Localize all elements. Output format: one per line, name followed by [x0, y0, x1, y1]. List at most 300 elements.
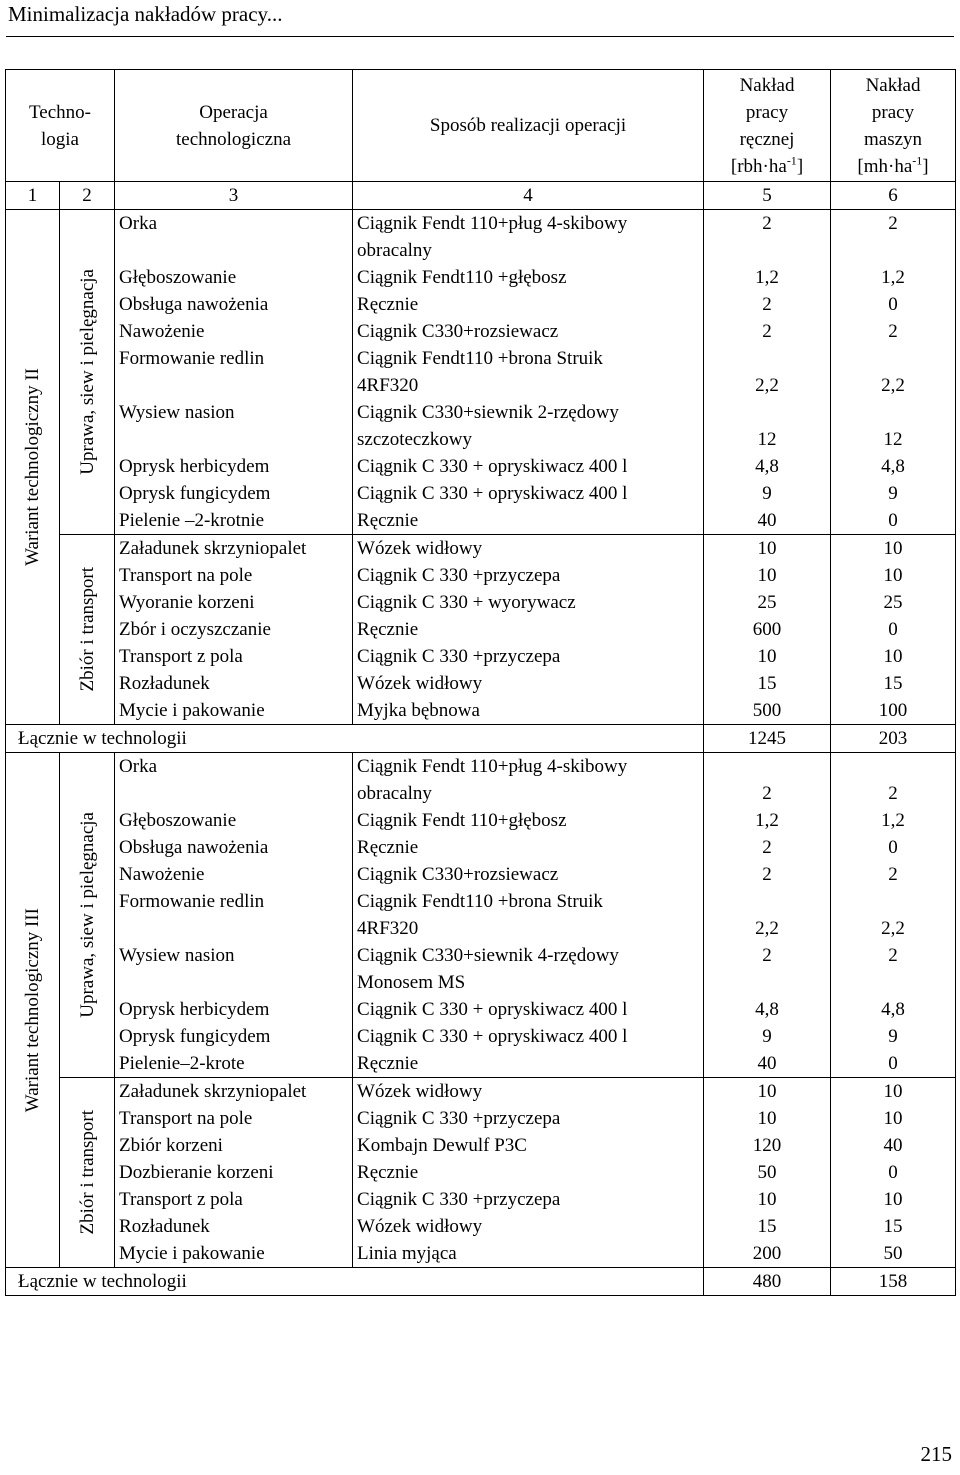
table-row	[6, 1132, 956, 1159]
machine-labor-cell	[831, 399, 956, 453]
total-label: Łącznie w technologii	[6, 1268, 704, 1296]
operation-cell	[115, 1159, 353, 1186]
machine-labor-cell	[831, 942, 956, 996]
table-row	[6, 480, 956, 507]
operation-cell-line: Mycie i pakowanie	[119, 700, 265, 721]
labor-table	[5, 69, 956, 1296]
header-rule	[6, 36, 954, 37]
table-row	[6, 888, 956, 942]
machine-labor-cell	[831, 480, 956, 507]
machine-labor-cell-line	[835, 969, 951, 996]
stage-label-cell	[60, 753, 115, 1078]
column-number: 4	[353, 182, 704, 210]
method-cell	[353, 345, 704, 399]
method-cell-line: Linia myjąca	[357, 1243, 457, 1264]
table-row	[6, 535, 956, 563]
manual-labor-cell-line: 15	[757, 673, 777, 694]
method-cell-line: Ręcznie	[357, 294, 419, 315]
manual-labor-cell-line: 9	[762, 483, 772, 504]
unit-bracket: ]	[796, 155, 804, 177]
operation-cell-line: Formowanie redlin	[119, 348, 265, 369]
method-cell-line: Wózek widłowy	[357, 538, 483, 559]
operation-cell-line: Nawożenie	[119, 864, 205, 885]
machine-labor-cell-line: 100	[878, 700, 908, 721]
machine-labor-cell-line: 50	[883, 1243, 903, 1264]
manual-labor-cell	[704, 264, 831, 291]
table-row	[6, 1213, 956, 1240]
manual-labor-cell-line: 2	[762, 321, 772, 342]
operation-cell	[115, 616, 353, 643]
total-manual: 1245	[704, 725, 831, 753]
operation-cell-line: Oprysk herbicydem	[119, 999, 270, 1020]
operation-cell	[115, 861, 353, 888]
method-cell	[353, 535, 704, 563]
table-row	[6, 942, 956, 996]
total-manual: 480	[704, 1268, 831, 1296]
column-number: 6	[831, 182, 956, 210]
total-row	[6, 725, 956, 753]
header-row	[6, 70, 956, 182]
machine-labor-cell-line: 2	[888, 864, 898, 885]
method-cell-line: Ręcznie	[357, 1053, 419, 1074]
machine-labor-cell	[831, 1105, 956, 1132]
manual-labor-cell-line: 120	[752, 1135, 782, 1156]
machine-labor-cell-line: 10	[883, 646, 903, 667]
manual-labor-cell	[704, 1213, 831, 1240]
running-head: Minimalizacja nakładów pracy...	[8, 2, 283, 26]
method-cell	[353, 210, 704, 265]
manual-labor-cell	[704, 318, 831, 345]
machine-labor-cell-line: 0	[888, 1053, 898, 1074]
manual-labor-cell	[704, 643, 831, 670]
operation-cell	[115, 480, 353, 507]
machine-labor-cell-line: 0	[888, 1162, 898, 1183]
machine-labor-cell-line: 9	[888, 483, 898, 504]
operation-cell-line: Pielenie –2-krotnie	[119, 510, 265, 531]
method-cell	[353, 834, 704, 861]
method-cell	[353, 1105, 704, 1132]
operation-cell-line: Transport z pola	[119, 1189, 243, 1210]
machine-labor-cell-line: 0	[888, 619, 898, 640]
manual-labor-cell-line: 2	[762, 945, 772, 966]
table-row	[6, 399, 956, 453]
machine-labor-cell	[831, 697, 956, 725]
machine-labor-cell-line	[835, 399, 951, 426]
manual-labor-cell-line: 2,2	[755, 375, 779, 396]
manual-labor-cell-line: 25	[757, 592, 777, 613]
operation-cell	[115, 807, 353, 834]
header-technology-line: Techno-	[29, 101, 91, 123]
machine-labor-cell	[831, 1213, 956, 1240]
method-cell-line: Ciągnik C330+siewnik 4-rzędowy	[357, 945, 619, 966]
operation-cell-line: Mycie i pakowanie	[119, 1243, 265, 1264]
method-cell-line: Ciągnik C 330 + opryskiwacz 400 l	[357, 999, 628, 1020]
operation-cell-line: Orka	[119, 756, 157, 777]
manual-labor-cell	[704, 834, 831, 861]
method-cell-line: 4RF320	[357, 375, 419, 396]
table-row	[6, 616, 956, 643]
manual-labor-cell-line: 10	[757, 1108, 777, 1129]
method-cell	[353, 697, 704, 725]
manual-labor-cell-line: 2	[762, 864, 772, 885]
header-machine-labor	[831, 70, 956, 182]
manual-labor-cell	[704, 697, 831, 725]
machine-labor-cell	[831, 1023, 956, 1050]
method-cell-line: Ciągnik Fendt 110+głębosz	[357, 810, 567, 831]
manual-labor-cell-line: 2	[762, 294, 772, 315]
machine-labor-cell	[831, 291, 956, 318]
operation-cell-line: Oprysk fungicydem	[119, 483, 271, 504]
manual-labor-cell	[704, 616, 831, 643]
machine-labor-cell	[831, 807, 956, 834]
operation-cell-line: Transport na pole	[119, 565, 253, 586]
method-cell	[353, 1240, 704, 1268]
table-row	[6, 861, 956, 888]
machine-labor-cell	[831, 264, 956, 291]
machine-labor-cell	[831, 753, 956, 808]
manual-labor-cell	[704, 996, 831, 1023]
table-row	[6, 291, 956, 318]
machine-labor-cell-line: 9	[888, 1026, 898, 1047]
method-cell-line: Wózek widłowy	[357, 673, 483, 694]
header-technology	[6, 70, 115, 182]
method-cell-line: Ciągnik C 330 + wyorywacz	[357, 592, 576, 613]
machine-labor-cell	[831, 1050, 956, 1078]
machine-labor-cell-line: 15	[883, 1216, 903, 1237]
machine-labor-cell	[831, 616, 956, 643]
manual-labor-cell	[704, 1159, 831, 1186]
method-cell	[353, 291, 704, 318]
operation-cell	[115, 1132, 353, 1159]
table-row	[6, 264, 956, 291]
operation-cell	[115, 399, 353, 453]
machine-labor-cell-line: 10	[883, 538, 903, 559]
operation-cell-line: Obsługa nawożenia	[119, 294, 269, 315]
operation-cell	[115, 291, 353, 318]
total-machine: 158	[831, 1268, 956, 1296]
manual-labor-cell-line	[708, 237, 826, 264]
header-manual-line: pracy	[745, 101, 789, 123]
operation-cell-line	[119, 372, 348, 399]
operation-cell	[115, 834, 353, 861]
table-row	[6, 1023, 956, 1050]
table-row	[6, 670, 956, 697]
method-cell	[353, 1186, 704, 1213]
method-cell-line: Ciągnik C 330 + opryskiwacz 400 l	[357, 1026, 628, 1047]
manual-labor-cell-line: 4,8	[755, 456, 779, 477]
method-cell-line: Ciągnik C 330 + opryskiwacz 400 l	[357, 456, 628, 477]
manual-labor-cell-line: 50	[757, 1162, 777, 1183]
manual-labor-cell	[704, 1240, 831, 1268]
manual-labor-cell-line: 10	[757, 1081, 777, 1102]
column-number: 5	[704, 182, 831, 210]
column-number: 3	[115, 182, 353, 210]
method-cell-line: Ciągnik C330+rozsiewacz	[357, 321, 559, 342]
operation-cell-line: Wysiew nasion	[119, 402, 235, 423]
method-cell-line: Ciągnik C 330 +przyczepa	[357, 565, 561, 586]
machine-labor-cell-line: 10	[883, 1108, 903, 1129]
manual-labor-cell-line	[708, 969, 826, 996]
operation-cell	[115, 562, 353, 589]
method-cell-line: Ciągnik C330+rozsiewacz	[357, 864, 559, 885]
manual-labor-cell	[704, 507, 831, 535]
method-cell	[353, 753, 704, 808]
operation-cell-line: Obsługa nawożenia	[119, 837, 269, 858]
operation-cell-line: Rozładunek	[119, 673, 210, 694]
page-number: 215	[920, 1442, 952, 1466]
table-row	[6, 1105, 956, 1132]
method-cell	[353, 1159, 704, 1186]
method-cell	[353, 589, 704, 616]
operation-cell-line: Załadunek skrzyniopalet	[119, 538, 307, 559]
method-cell	[353, 643, 704, 670]
table-row	[6, 318, 956, 345]
operation-cell-line	[119, 915, 348, 942]
operation-cell	[115, 264, 353, 291]
operation-cell-line	[119, 426, 348, 453]
operation-cell-line: Rozładunek	[119, 1216, 210, 1237]
stage-label-cell	[60, 210, 115, 535]
method-cell	[353, 264, 704, 291]
stage-label: Zbiór i transport	[76, 567, 98, 692]
machine-labor-cell-line: 0	[888, 510, 898, 531]
unit-exponent: -1	[912, 153, 923, 168]
manual-labor-cell	[704, 345, 831, 399]
method-cell-line: obracalny	[357, 783, 432, 804]
table-row	[6, 1078, 956, 1106]
machine-labor-cell-line: 25	[883, 592, 903, 613]
manual-labor-cell-line: 12	[757, 429, 777, 450]
column-number: 2	[60, 182, 115, 210]
column-number: 1	[6, 182, 60, 210]
manual-labor-cell	[704, 291, 831, 318]
operation-cell-line: Wyoranie korzeni	[119, 592, 255, 613]
manual-labor-cell-line: 40	[757, 510, 777, 531]
operation-cell-line: Głęboszowanie	[119, 267, 237, 288]
table-row	[6, 589, 956, 616]
machine-labor-cell-line: 1,2	[881, 267, 905, 288]
operation-cell	[115, 1050, 353, 1078]
unit-text: [mh·ha	[857, 155, 913, 177]
method-cell	[353, 562, 704, 589]
operation-cell	[115, 507, 353, 535]
machine-labor-cell-line: 12	[883, 429, 903, 450]
operation-cell	[115, 210, 353, 265]
manual-labor-cell	[704, 480, 831, 507]
machine-labor-cell-line	[835, 888, 951, 915]
method-cell-line: Ręcznie	[357, 837, 419, 858]
operation-cell	[115, 697, 353, 725]
manual-labor-cell	[704, 670, 831, 697]
manual-labor-cell-line: 2	[762, 783, 772, 804]
table-row	[6, 996, 956, 1023]
manual-labor-cell	[704, 589, 831, 616]
machine-labor-cell-line: 10	[883, 1189, 903, 1210]
table-row	[6, 1240, 956, 1268]
total-machine: 203	[831, 725, 956, 753]
stage-label-cell	[60, 535, 115, 725]
operation-cell-line: Zbiór korzeni	[119, 1135, 223, 1156]
machine-labor-cell	[831, 1186, 956, 1213]
machine-labor-cell	[831, 535, 956, 563]
machine-labor-cell	[831, 1240, 956, 1268]
manual-labor-cell	[704, 453, 831, 480]
manual-labor-cell	[704, 1078, 831, 1106]
total-row	[6, 1268, 956, 1296]
manual-labor-cell-line: 200	[752, 1243, 782, 1264]
variant-label: Wariant technologiczny II	[22, 368, 43, 566]
method-cell	[353, 399, 704, 453]
method-cell	[353, 1023, 704, 1050]
header-method: Sposób realizacji operacji	[353, 70, 704, 182]
operation-cell-line: Dozbieranie korzeni	[119, 1162, 274, 1183]
method-cell	[353, 1132, 704, 1159]
operation-cell	[115, 1240, 353, 1268]
machine-labor-cell-line: 0	[888, 837, 898, 858]
operation-cell-line	[119, 237, 348, 264]
table-row	[6, 697, 956, 725]
manual-labor-cell	[704, 1023, 831, 1050]
method-cell	[353, 318, 704, 345]
manual-labor-cell	[704, 1186, 831, 1213]
machine-labor-cell-line: 1,2	[881, 810, 905, 831]
table-row	[6, 210, 956, 265]
operation-cell	[115, 453, 353, 480]
machine-labor-cell-line: 2	[888, 321, 898, 342]
operation-cell	[115, 670, 353, 697]
machine-labor-cell-line: 2,2	[881, 918, 905, 939]
machine-labor-cell-line: 4,8	[881, 456, 905, 477]
machine-labor-cell	[831, 453, 956, 480]
method-cell-line: Wózek widłowy	[357, 1216, 483, 1237]
machine-labor-cell-line: 2,2	[881, 375, 905, 396]
manual-labor-cell-line: 2	[762, 837, 772, 858]
variant-label-cell	[6, 753, 60, 1268]
machine-labor-cell-line: 2	[888, 213, 898, 234]
operation-cell	[115, 1186, 353, 1213]
manual-labor-cell	[704, 1132, 831, 1159]
manual-labor-cell-line	[708, 345, 826, 372]
method-cell-line: Ciągnik C 330 +przyczepa	[357, 1189, 561, 1210]
variant-label-cell	[6, 210, 60, 725]
operation-cell-line	[119, 969, 348, 996]
operation-cell	[115, 643, 353, 670]
table-row	[6, 753, 956, 808]
manual-labor-cell	[704, 888, 831, 942]
machine-labor-cell-line	[835, 237, 951, 264]
manual-labor-cell-line: 15	[757, 1216, 777, 1237]
total-label: Łącznie w technologii	[6, 725, 704, 753]
machine-labor-cell	[831, 345, 956, 399]
machine-labor-cell-line: 10	[883, 565, 903, 586]
method-cell	[353, 807, 704, 834]
method-cell	[353, 1213, 704, 1240]
machine-labor-cell-line: 4,8	[881, 999, 905, 1020]
manual-labor-cell-line: 2	[762, 213, 772, 234]
stage-label: Zbiór i transport	[76, 1110, 98, 1235]
unit-text: [rbh·ha	[730, 155, 787, 177]
operation-cell-line: Orka	[119, 213, 157, 234]
method-cell	[353, 480, 704, 507]
method-cell	[353, 1050, 704, 1078]
method-cell	[353, 507, 704, 535]
machine-labor-cell	[831, 589, 956, 616]
manual-labor-cell-line	[708, 399, 826, 426]
variant-label: Wariant technologiczny III	[22, 907, 43, 1113]
manual-labor-cell-line: 600	[752, 619, 782, 640]
table-row	[6, 1050, 956, 1078]
manual-labor-cell-line: 1,2	[755, 267, 779, 288]
operation-cell	[115, 589, 353, 616]
method-cell-line: obracalny	[357, 240, 432, 261]
method-cell-line: Ciągnik Fendt110 +głębosz	[357, 267, 567, 288]
machine-labor-cell-line: 2	[888, 945, 898, 966]
operation-cell-line: Pielenie–2-krote	[119, 1053, 245, 1074]
header-machine-line: pracy	[871, 101, 915, 123]
operation-cell	[115, 345, 353, 399]
stage-label-cell	[60, 1078, 115, 1268]
operation-cell-line: Formowanie redlin	[119, 891, 265, 912]
manual-labor-cell	[704, 807, 831, 834]
method-cell	[353, 616, 704, 643]
machine-labor-cell-line	[835, 345, 951, 372]
method-cell	[353, 670, 704, 697]
table-row	[6, 507, 956, 535]
manual-labor-cell-line: 10	[757, 565, 777, 586]
machine-labor-cell	[831, 888, 956, 942]
method-cell-line: 4RF320	[357, 918, 419, 939]
column-number-row	[6, 182, 956, 210]
header-manual-unit	[708, 153, 826, 180]
method-cell-line: Ręcznie	[357, 1162, 419, 1183]
table-row	[6, 834, 956, 861]
machine-labor-cell	[831, 996, 956, 1023]
operation-cell-line: Oprysk fungicydem	[119, 1026, 271, 1047]
manual-labor-cell	[704, 942, 831, 996]
operation-cell-line: Transport na pole	[119, 1108, 253, 1129]
machine-labor-cell-line: 15	[883, 673, 903, 694]
manual-labor-cell-line	[708, 888, 826, 915]
manual-labor-cell	[704, 535, 831, 563]
operation-cell-line	[119, 780, 348, 807]
machine-labor-cell	[831, 1159, 956, 1186]
machine-labor-cell	[831, 210, 956, 265]
operation-cell-line: Oprysk herbicydem	[119, 456, 270, 477]
method-cell-line: Ręcznie	[357, 619, 419, 640]
manual-labor-cell-line: 9	[762, 1026, 772, 1047]
operation-cell	[115, 888, 353, 942]
machine-labor-cell-line: 40	[883, 1135, 903, 1156]
method-cell-line: Ciągnik C330+siewnik 2-rzędowy	[357, 402, 619, 423]
table-row	[6, 1186, 956, 1213]
table-row	[6, 643, 956, 670]
manual-labor-cell	[704, 861, 831, 888]
method-cell-line: Ciągnik Fendt110 +brona Struik	[357, 891, 603, 912]
manual-labor-cell-line: 4,8	[755, 999, 779, 1020]
machine-labor-cell-line: 0	[888, 294, 898, 315]
manual-labor-cell-line: 1,2	[755, 810, 779, 831]
method-cell	[353, 1078, 704, 1106]
header-operation-line: Operacja	[199, 101, 268, 123]
method-cell-line: Ciągnik Fendt110 +brona Struik	[357, 348, 603, 369]
manual-labor-cell-line: 10	[757, 538, 777, 559]
table-row	[6, 1159, 956, 1186]
machine-labor-cell	[831, 643, 956, 670]
table-row	[6, 562, 956, 589]
manual-labor-cell-line: 40	[757, 1053, 777, 1074]
machine-labor-cell	[831, 1132, 956, 1159]
operation-cell	[115, 996, 353, 1023]
